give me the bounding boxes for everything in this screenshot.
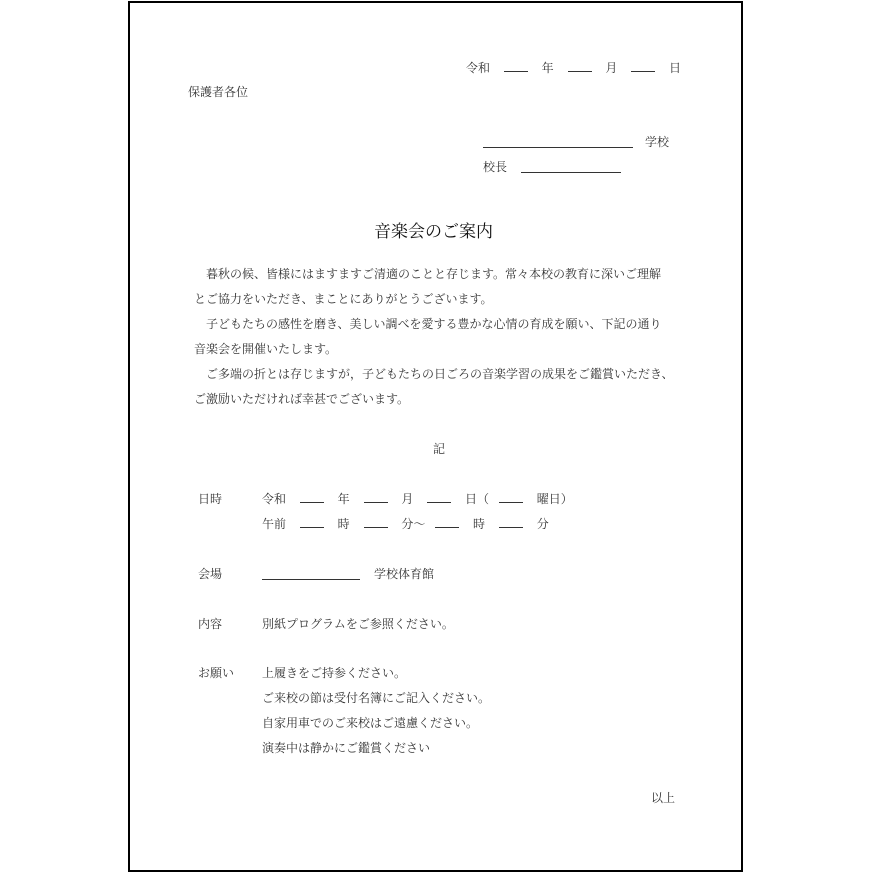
school-suffix: 学校 [645, 135, 670, 149]
date-day: 日 [669, 61, 682, 75]
dt-weekday-blank [499, 491, 523, 503]
recipient: 保護者各位 [188, 85, 249, 99]
date-month: 月 [605, 61, 618, 75]
month-blank [568, 60, 592, 72]
datetime-line-2 [262, 516, 549, 532]
request-item-1: 上履きをご持参ください。 [262, 666, 407, 680]
ki-heading: 記 [433, 442, 446, 456]
content-text: 別紙プログラムをご参照ください。 [262, 617, 454, 631]
dt-day: 日（ [465, 492, 490, 506]
request-item-3: 自家用車でのご来校はご遠慮ください。 [262, 716, 479, 730]
page-title: 音楽会のご案内 [374, 222, 493, 242]
dt-minute1: 分～ [401, 517, 426, 531]
body-line-4: 音楽会を開催いたします。 [194, 342, 338, 356]
dt-minute2-blank [499, 516, 523, 528]
venue-label: 会場 [198, 567, 223, 581]
request-item-4: 演奏中は静かにご鑑賞ください [262, 741, 431, 755]
dt-day-blank [427, 491, 451, 503]
request-item-2: ご来校の節は受付名簿にご記入ください。 [262, 691, 491, 705]
dt-hour2-blank [435, 516, 459, 528]
body-line-1: 暮秋の候、皆様にはますますご清適のことと存じます。常々本校の教育に深いご理解 [206, 267, 662, 281]
principal-label: 校長 [483, 160, 508, 174]
dt-year: 年 [337, 492, 350, 506]
body-line-2: とご協力をいただき、まことにありがとうございます。 [194, 292, 493, 306]
content-label: 内容 [198, 617, 223, 631]
date-era: 令和 [466, 61, 491, 75]
dt-minute1-blank [364, 516, 388, 528]
day-blank [631, 60, 655, 72]
dt-minute2: 分 [536, 517, 549, 531]
venue-suffix: 学校体育館 [374, 567, 435, 581]
dt-month-blank [364, 491, 388, 503]
dt-hour1-blank [300, 516, 324, 528]
body-line-3: 子どもたちの感性を磨き、美しい調べを愛する豊かな心情の育成を願い、下記の通り [206, 317, 662, 331]
dt-hour1: 時 [337, 517, 350, 531]
date-line [466, 60, 681, 76]
body-line-6: ご激励いただければ幸甚でございます。 [194, 392, 410, 406]
date-year: 年 [541, 61, 554, 75]
dt-month: 月 [401, 492, 414, 506]
datetime-line-1 [262, 491, 573, 507]
dt-era: 令和 [262, 492, 287, 506]
venue-blank [262, 579, 360, 580]
dt-weekday: 曜日） [536, 492, 573, 506]
principal-name-blank [521, 172, 621, 173]
body-line-5: ご多端の折とは存じますが，子どもたちの日ごろの音楽学習の成果をご鑑賞いただき、 [206, 367, 674, 381]
year-blank [504, 60, 528, 72]
dt-am: 午前 [262, 517, 287, 531]
school-name-blank [483, 147, 633, 148]
datetime-label: 日時 [198, 492, 223, 506]
dt-year-blank [300, 491, 324, 503]
document-page [128, 1, 743, 872]
requests-label: お願い [198, 666, 235, 680]
dt-hour2: 時 [473, 517, 486, 531]
closing: 以上 [651, 791, 676, 805]
